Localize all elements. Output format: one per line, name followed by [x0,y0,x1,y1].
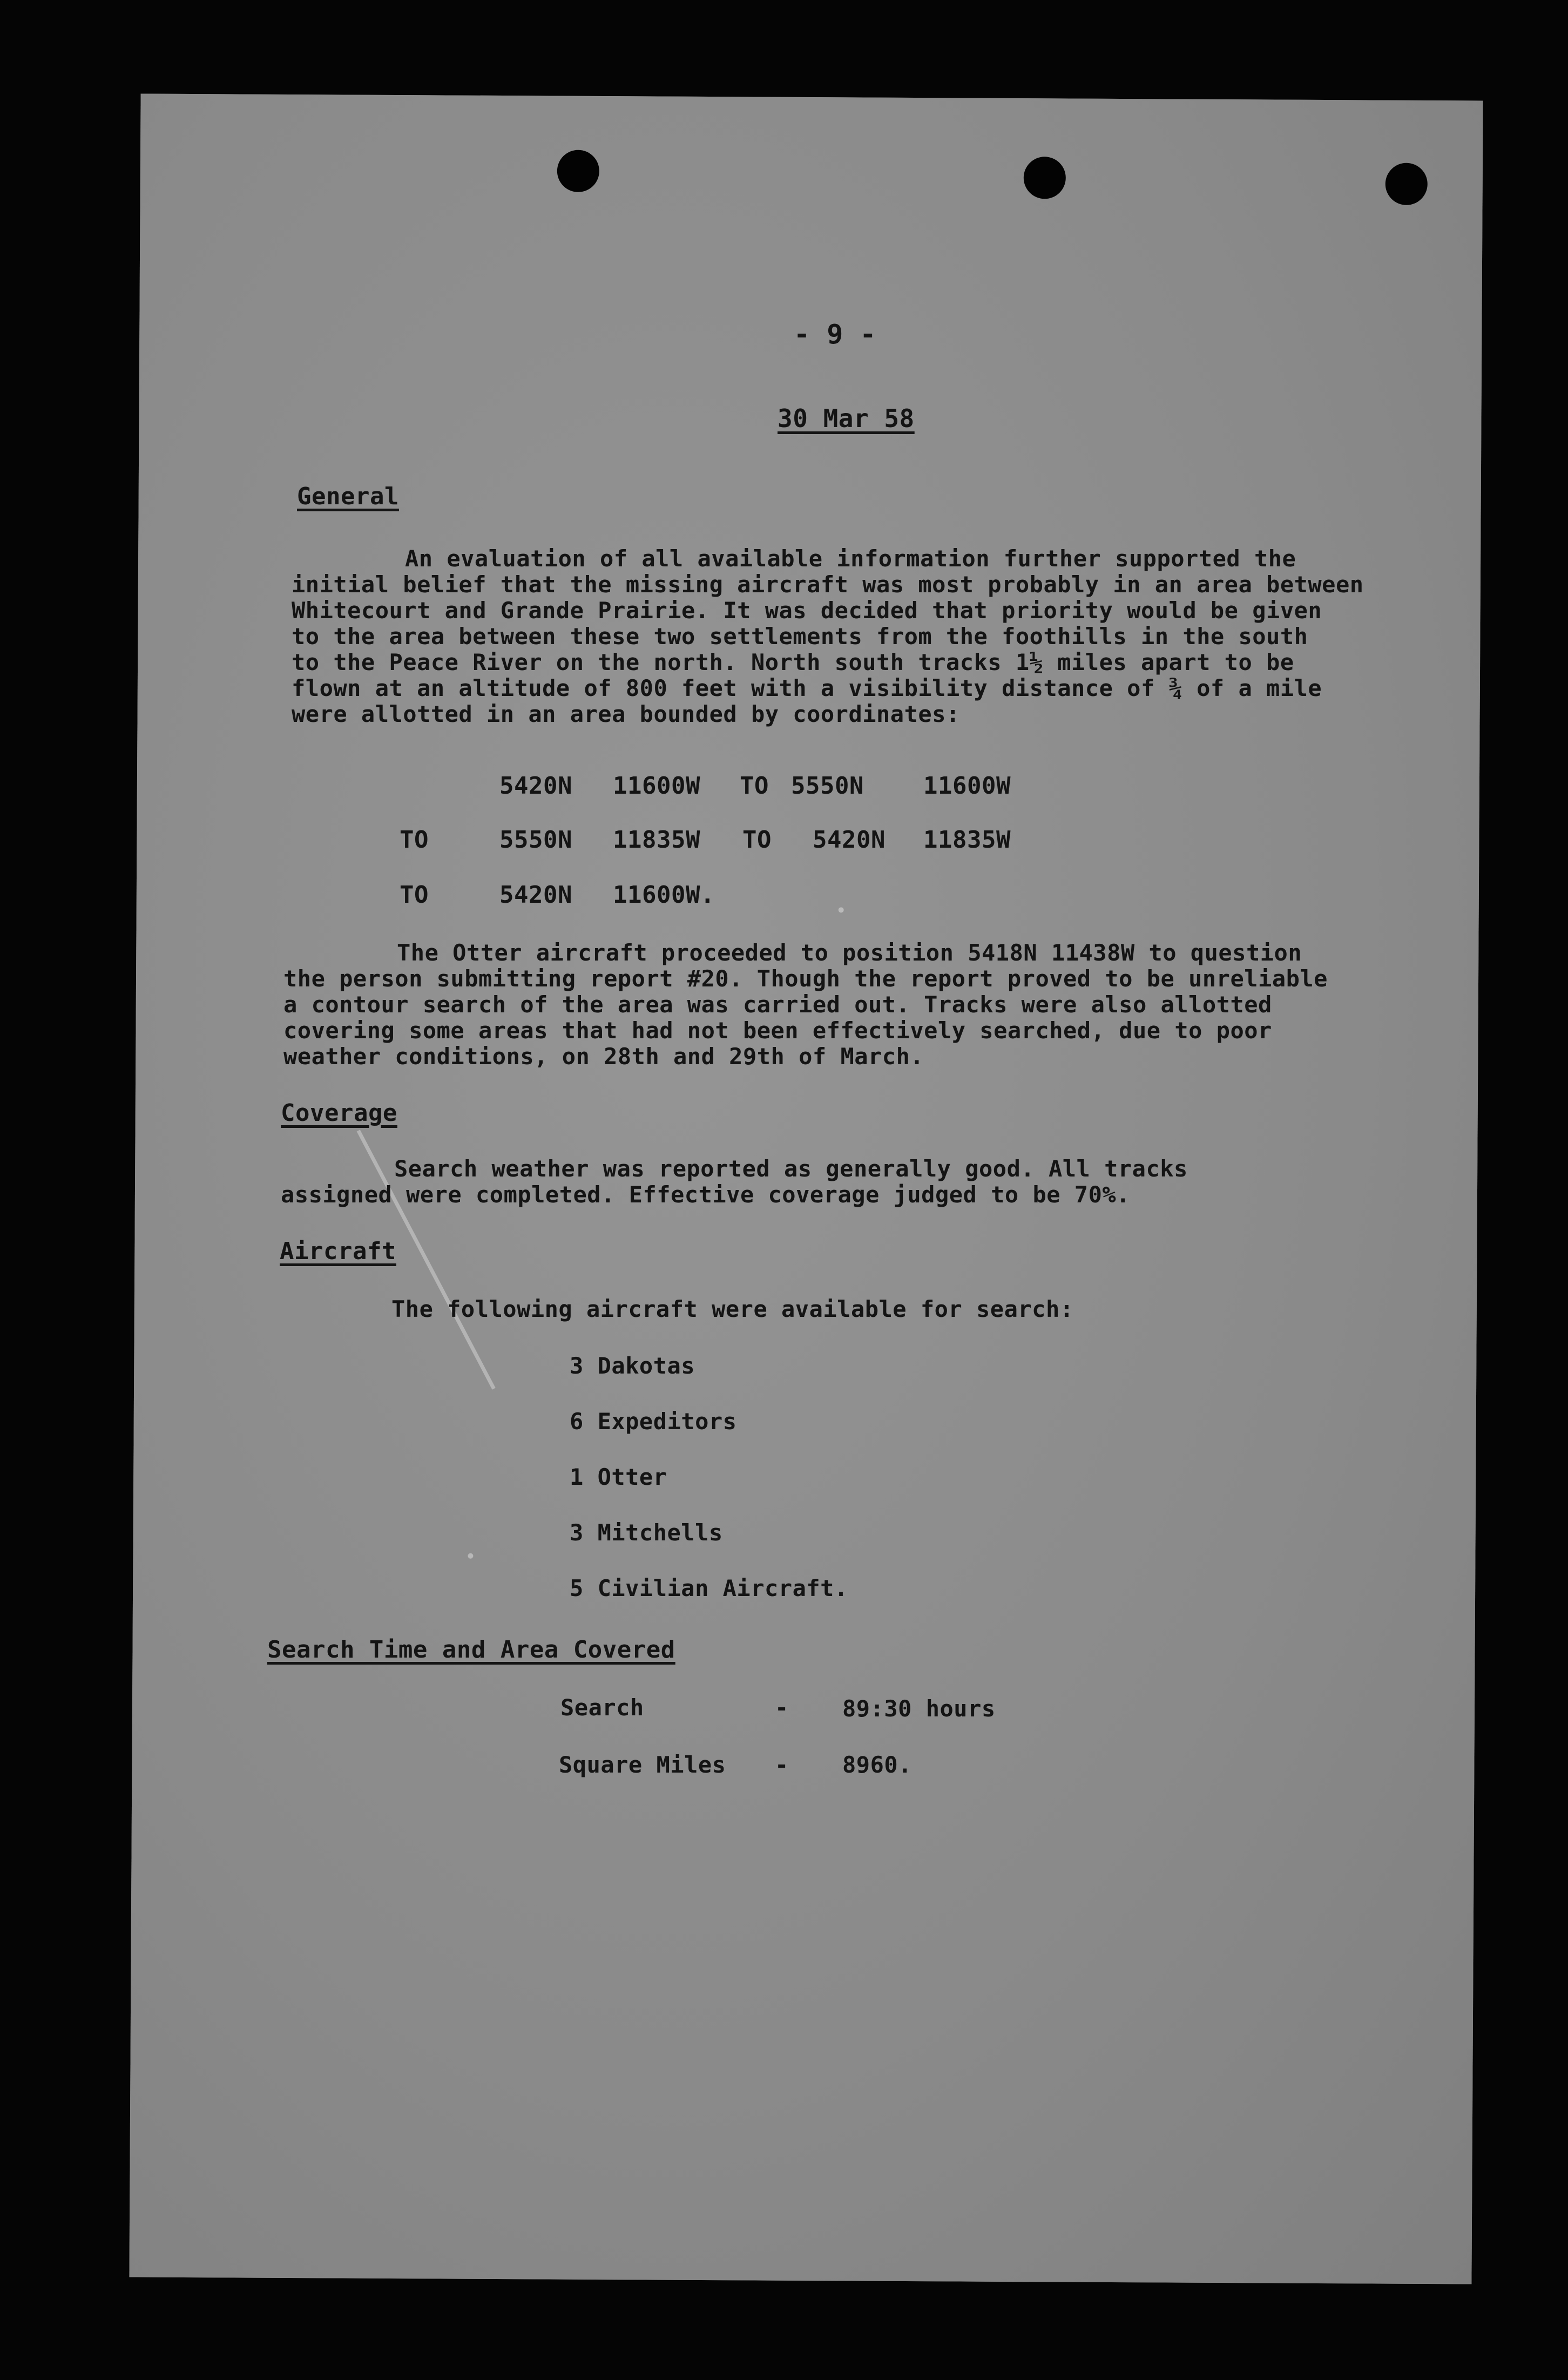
paragraph-line: assigned were completed. Effective coverage judged to be 70%. [281,1181,1130,1208]
coord-cell: 11600W. [613,881,715,909]
aircraft-item: 6 Expeditors [570,1408,737,1435]
aircraft-list [570,1353,848,1631]
aircraft-item: 5 Civilian Aircraft. [570,1575,848,1601]
paragraph-line: to the area between these two settlements from the foothills in the south [292,623,1308,650]
page-number: - 9 - [794,319,877,350]
paragraph-line: An evaluation of all available information further supported the [405,545,1296,572]
aircraft-item: 1 Otter [570,1464,667,1490]
coord-cell: 5550N [499,826,572,854]
aircraft-intro: The following aircraft were available for search: [391,1296,1074,1322]
coverage-paragraph [281,1155,1382,1207]
punch-hole-left [557,150,599,192]
paragraph-line: the person submitting report #20. Though the report proved to be unreliable [283,965,1328,992]
search-label: Search [560,1694,644,1721]
general-heading: General [297,483,399,510]
paragraph-line: The Otter aircraft proceeded to position 5418N 11438W to question [397,939,1302,966]
paragraph-line: were allotted in an area bounded by coordinates: [292,701,960,727]
paragraph-line: flown at an altitude of 800 feet with a visibility distance of ¾ of a mile [292,675,1322,701]
coord-cell: 11600W [923,772,1011,800]
coord-cell: 5420N [499,772,572,800]
paragraph-line: initial belief that the missing aircraft was most probably in an area between [292,571,1364,598]
coord-cell: 11600W [613,772,700,800]
paragraph-line: covering some areas that had not been effectively searched, due to poor [283,1017,1272,1044]
aircraft-heading: Aircraft [280,1238,396,1265]
coord-cell: 5420N [813,826,886,854]
coord-cell: TO [742,826,772,854]
search-time-heading: Search Time and Area Covered [267,1636,675,1664]
square-miles-label: Square Miles [559,1752,726,1778]
punch-hole-middle [1024,157,1066,199]
square-miles-dash: - [775,1752,789,1778]
paragraph-line: a contour search of the area was carried out. Tracks were also allotted [283,991,1272,1018]
aircraft-item: 3 Dakotas [570,1353,695,1379]
coord-cell: 11835W [923,826,1011,854]
otter-paragraph [283,939,1385,1069]
paragraph-line: to the Peace River on the north. North south tracks 1½ miles apart to be [292,649,1294,675]
coord-cell: TO [400,826,429,854]
search-value: 89:30 hours [842,1695,996,1722]
search-dash: - [775,1694,789,1721]
paragraph-line: weather conditions, on 28th and 29th of March. [283,1043,924,1070]
paragraph-line: Whitecourt and Grande Prairie. It was decided that priority would be given [292,597,1322,624]
coord-cell: TO [400,881,429,909]
coverage-heading: Coverage [281,1099,397,1127]
punch-hole-right [1385,163,1428,205]
document-date: 30 Mar 58 [778,404,915,433]
aircraft-item: 3 Mitchells [570,1519,723,1546]
coord-cell: 11835W [613,826,700,854]
coord-cell: TO [740,772,769,800]
coord-cell: 5420N [499,881,572,909]
coord-cell: 5550N [791,772,864,800]
general-paragraph [292,545,1388,727]
paragraph-line: Search weather was reported as generally good. All tracks [394,1155,1188,1182]
square-miles-value: 8960. [842,1752,912,1778]
